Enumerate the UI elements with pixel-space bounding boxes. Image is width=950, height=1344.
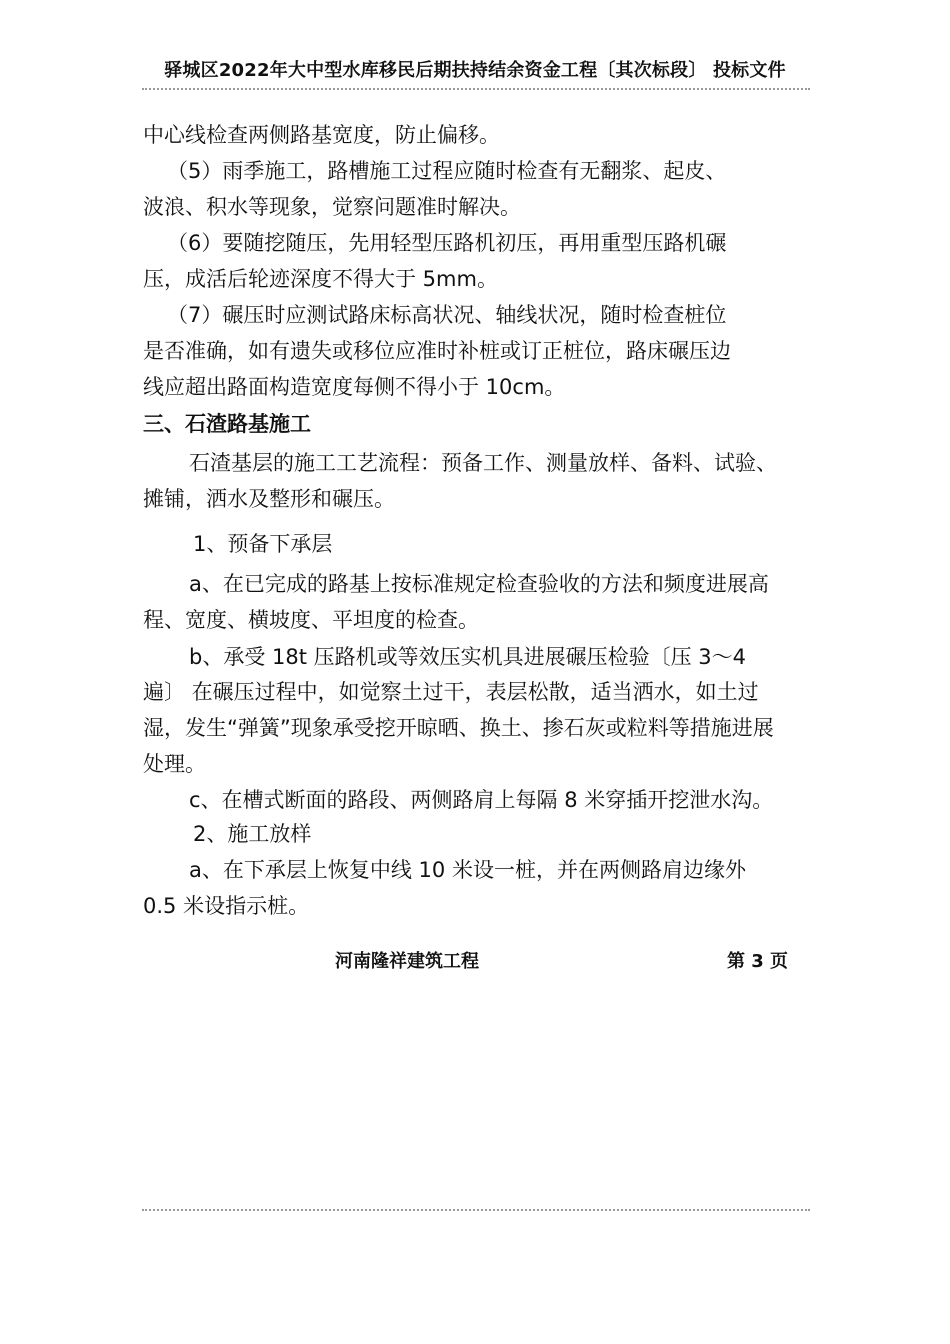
paragraph-line: 湿，发生“弹簧”现象承受挖开晾晒、换土、掺石灰或粒料等措施进展 bbox=[143, 716, 774, 740]
page-header-title: 驿城区2022年大中型水库移民后期扶持结余资金工程〔其次标段〕 投标文件 bbox=[164, 60, 786, 81]
subsection-heading: 2、施工放样 bbox=[193, 822, 312, 846]
footer-divider bbox=[142, 1209, 810, 1211]
subsection-heading: 1、预备下承层 bbox=[193, 532, 333, 556]
paragraph-line: （6）要随挖随压，先用轻型压路机初压，再用重型压路机碾 bbox=[167, 231, 727, 255]
section-heading: 三、石渣路基施工 bbox=[143, 412, 311, 436]
paragraph-line: 压，成活后轮迹深度不得大于 5mm。 bbox=[143, 267, 498, 291]
paragraph-line: b、承受 18t 压路机或等效压实机具进展碾压检验〔压 3～4 bbox=[189, 645, 747, 669]
paragraph-line: a、在下承层上恢复中线 10 米设一桩，并在两侧路肩边缘外 bbox=[189, 858, 746, 882]
paragraph-line: 处理。 bbox=[143, 752, 206, 776]
paragraph-line: （5）雨季施工，路槽施工过程应随时检查有无翻浆、起皮、 bbox=[167, 159, 727, 183]
paragraph-line: 石渣基层的施工工艺流程：预备工作、测量放样、备料、试验、 bbox=[189, 451, 777, 475]
paragraph-line: 中心线检查两侧路基宽度，防止偏移。 bbox=[143, 123, 500, 147]
paragraph-line: c、在槽式断面的路段、两侧路肩上每隔 8 米穿插开挖泄水沟。 bbox=[189, 788, 774, 812]
footer-page-number: 第 3 页 bbox=[727, 951, 789, 972]
header-divider bbox=[142, 88, 810, 90]
paragraph-line: a、在已完成的路基上按标准规定检查验收的方法和频度进展高 bbox=[189, 572, 769, 596]
paragraph-line: 程、宽度、横坡度、平坦度的检查。 bbox=[143, 608, 479, 632]
paragraph-line: 是否准确，如有遗失或移位应准时补桩或订正桩位，路床碾压边 bbox=[143, 339, 731, 363]
paragraph-line: 0.5 米设指示桩。 bbox=[143, 894, 310, 918]
paragraph-line: 摊铺，洒水及整形和碾压。 bbox=[143, 487, 395, 511]
paragraph-line: 波浪、积水等现象，觉察问题准时解决。 bbox=[143, 195, 521, 219]
paragraph-line: 线应超出路面构造宽度每侧不得小于 10cm。 bbox=[143, 375, 566, 399]
paragraph-line: 遍〕 在碾压过程中，如觉察土过干，表层松散，适当洒水，如土过 bbox=[143, 680, 759, 704]
footer-company: 河南隆祥建筑工程 bbox=[335, 951, 479, 972]
paragraph-line: （7）碾压时应测试路床标高状况、轴线状况，随时检查桩位 bbox=[167, 303, 727, 327]
